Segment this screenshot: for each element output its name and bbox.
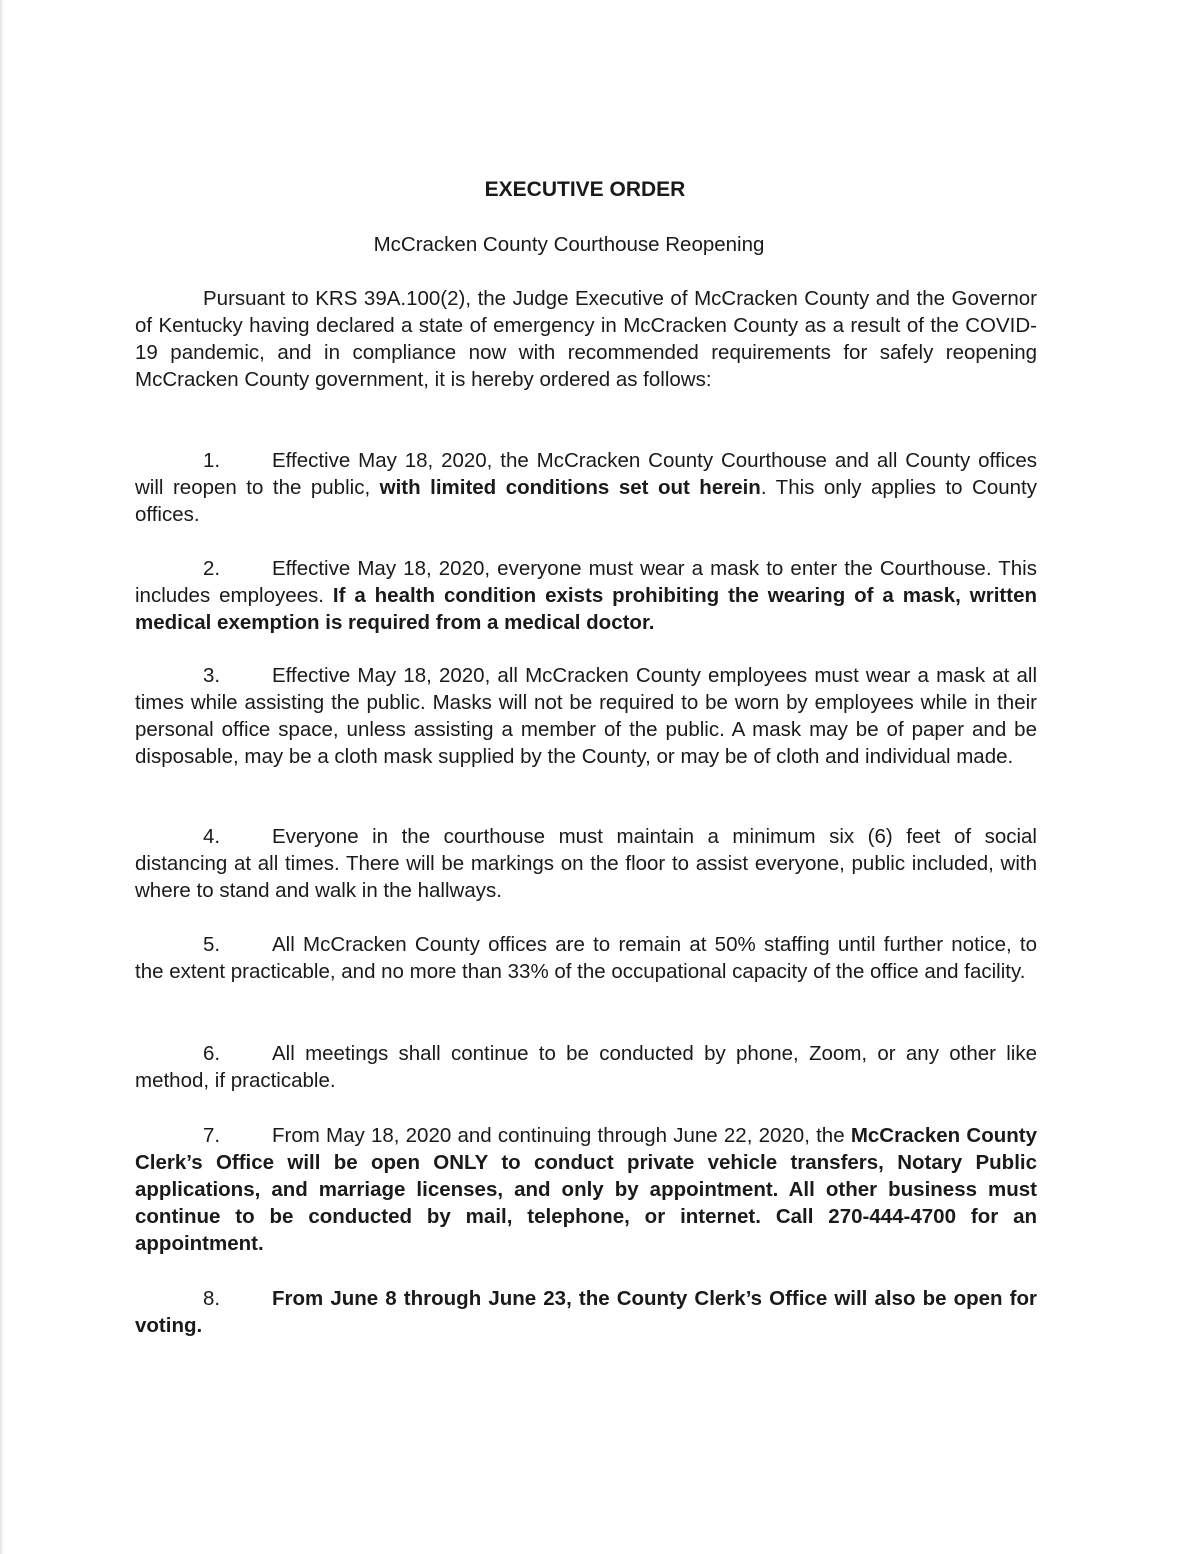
item-text: Effective May 18, 2020, everyone must wear a mask to enter the Courthouse. This includes employees. (135, 557, 1037, 607)
item-text: Effective May 18, 2020, all McCracken County employees must wear a mask at all times while assisting the public. Masks will not be required to be worn by employees while in their personal office space, unless assisting a member of the public. A mask may be of paper and be disposable, may be a cloth mask supplied by the County, or may be of cloth and individual made. (135, 664, 1037, 768)
item-text: All McCracken County offices are to remain at 50% staffing until further notice, to the extent practicable, and no more than 33% of the occupational capacity of the office and facility. (135, 933, 1037, 983)
item-number: 3. (203, 664, 221, 687)
item-bold-text: From June 8 through June 23, the County Clerk’s Office will also be open for voting. (135, 1287, 1037, 1337)
order-item-6 (135, 1040, 1037, 1094)
order-item-1 (135, 447, 1037, 528)
order-item-3 (135, 662, 1037, 770)
intro-paragraph: Pursuant to KRS 39A.100(2), the Judge Executive of McCracken County and the Governor of Kentucky having declared a state of emergency in McCracken County as a result of the COVID-19 pandemic, and in compliance now with recommended requirements for safely reopening McCracken County government, it is hereby ordered as follows: (135, 287, 1037, 391)
item-text: . This only applies to County offices. (135, 476, 1037, 526)
item-text: All meetings shall continue to be conducted by phone, Zoom, or any other like method, if practicable. (135, 1042, 1037, 1092)
item-number: 5. (203, 933, 221, 956)
item-text: Everyone in the courthouse must maintain a minimum six (6) feet of social distancing at all times. There will be markings on the floor to assist everyone, public included, with where to stand and walk in the hallways. (135, 825, 1037, 902)
item-bold-text: with limited conditions set out herein (379, 476, 761, 499)
item-number: 8. (203, 1287, 221, 1310)
order-item-8 (135, 1285, 1037, 1339)
item-number: 4. (203, 825, 221, 848)
item-bold-text: McCracken County Clerk’s Office will be open ONLY to conduct private vehicle transfers, Notary Public applications, and marriage licenses, and only by appointment. All other business must continue to be conducted by mail, telephone, or internet. Call 270-444-4700 for an appointment. (135, 1124, 1037, 1255)
item-text: From May 18, 2020 and continuing through June 22, 2020, the (272, 1124, 851, 1147)
order-item-5 (135, 931, 1037, 985)
item-number: 7. (203, 1124, 221, 1147)
order-item-2 (135, 555, 1037, 636)
order-item-4 (135, 823, 1037, 904)
document-title: EXECUTIVE ORDER (484, 178, 686, 201)
item-number: 6. (203, 1042, 221, 1065)
item-number: 1. (203, 449, 221, 472)
item-text: Effective May 18, 2020, the McCracken County Courthouse and all County offices will reopen to the public, (135, 449, 1037, 499)
item-number: 2. (203, 557, 221, 580)
item-bold-text: If a health condition exists prohibiting the wearing of a mask, written medical exemption is required from a medical doctor. (135, 584, 1037, 634)
document-subtitle: McCracken County Courthouse Reopening (373, 233, 765, 256)
order-item-7 (135, 1122, 1037, 1257)
